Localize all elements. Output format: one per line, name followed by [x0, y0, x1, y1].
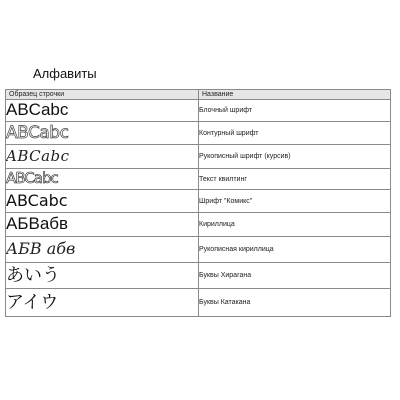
sample-cell — [6, 190, 199, 213]
font-name-cell: Буквы Хирагана — [199, 263, 391, 289]
font-name-cell: Шрифт "Комикс" — [199, 190, 391, 213]
sample-text-cyrillic: АБВабв — [6, 214, 69, 233]
sample-cell — [6, 237, 199, 263]
sample-text-quilting: ABCabc — [6, 169, 58, 187]
font-name-cell: Буквы Катакана — [199, 289, 391, 317]
table-row — [6, 145, 391, 169]
sample-text-comic: ABCabc — [6, 190, 68, 210]
sample-cell — [6, 122, 199, 145]
column-header-name: Название — [199, 90, 391, 100]
sample-cell — [6, 169, 199, 190]
sample-text-block: ABCabc — [6, 100, 69, 119]
table-header-row — [6, 90, 391, 100]
table-row — [6, 122, 391, 145]
font-name-cell: Блочный шрифт — [199, 100, 391, 122]
sample-text-cyrillic-handwritten: АБВ абв — [6, 239, 76, 258]
sample-cell — [6, 145, 199, 169]
font-name-cell: Рукописный шрифт (курсив) — [199, 145, 391, 169]
sample-cell — [6, 289, 199, 317]
alphabets-table — [5, 89, 391, 317]
font-name-cell: Кириллица — [199, 213, 391, 237]
table-row — [6, 263, 391, 289]
table-row — [6, 289, 391, 317]
font-name-cell: Контурный шрифт — [199, 122, 391, 145]
font-name-cell: Текст квилтинг — [199, 169, 391, 190]
sample-cell — [6, 100, 199, 122]
table-row — [6, 213, 391, 237]
font-name-cell: Рукописная кириллица — [199, 237, 391, 263]
table-row — [6, 190, 391, 213]
sample-cell — [6, 213, 199, 237]
column-header-sample: Образец строчки — [6, 90, 199, 100]
table-row — [6, 237, 391, 263]
table-row — [6, 169, 391, 190]
sample-text-katakana: アイウ — [6, 291, 59, 313]
sample-text-hiragana: あいう — [6, 264, 60, 286]
page-title: Алфавиты — [33, 66, 97, 81]
sample-cell — [6, 263, 199, 289]
sample-text-cursive: ABCabc — [6, 147, 70, 165]
sample-text-outline: ABCabc — [6, 122, 69, 143]
table-row — [6, 100, 391, 122]
